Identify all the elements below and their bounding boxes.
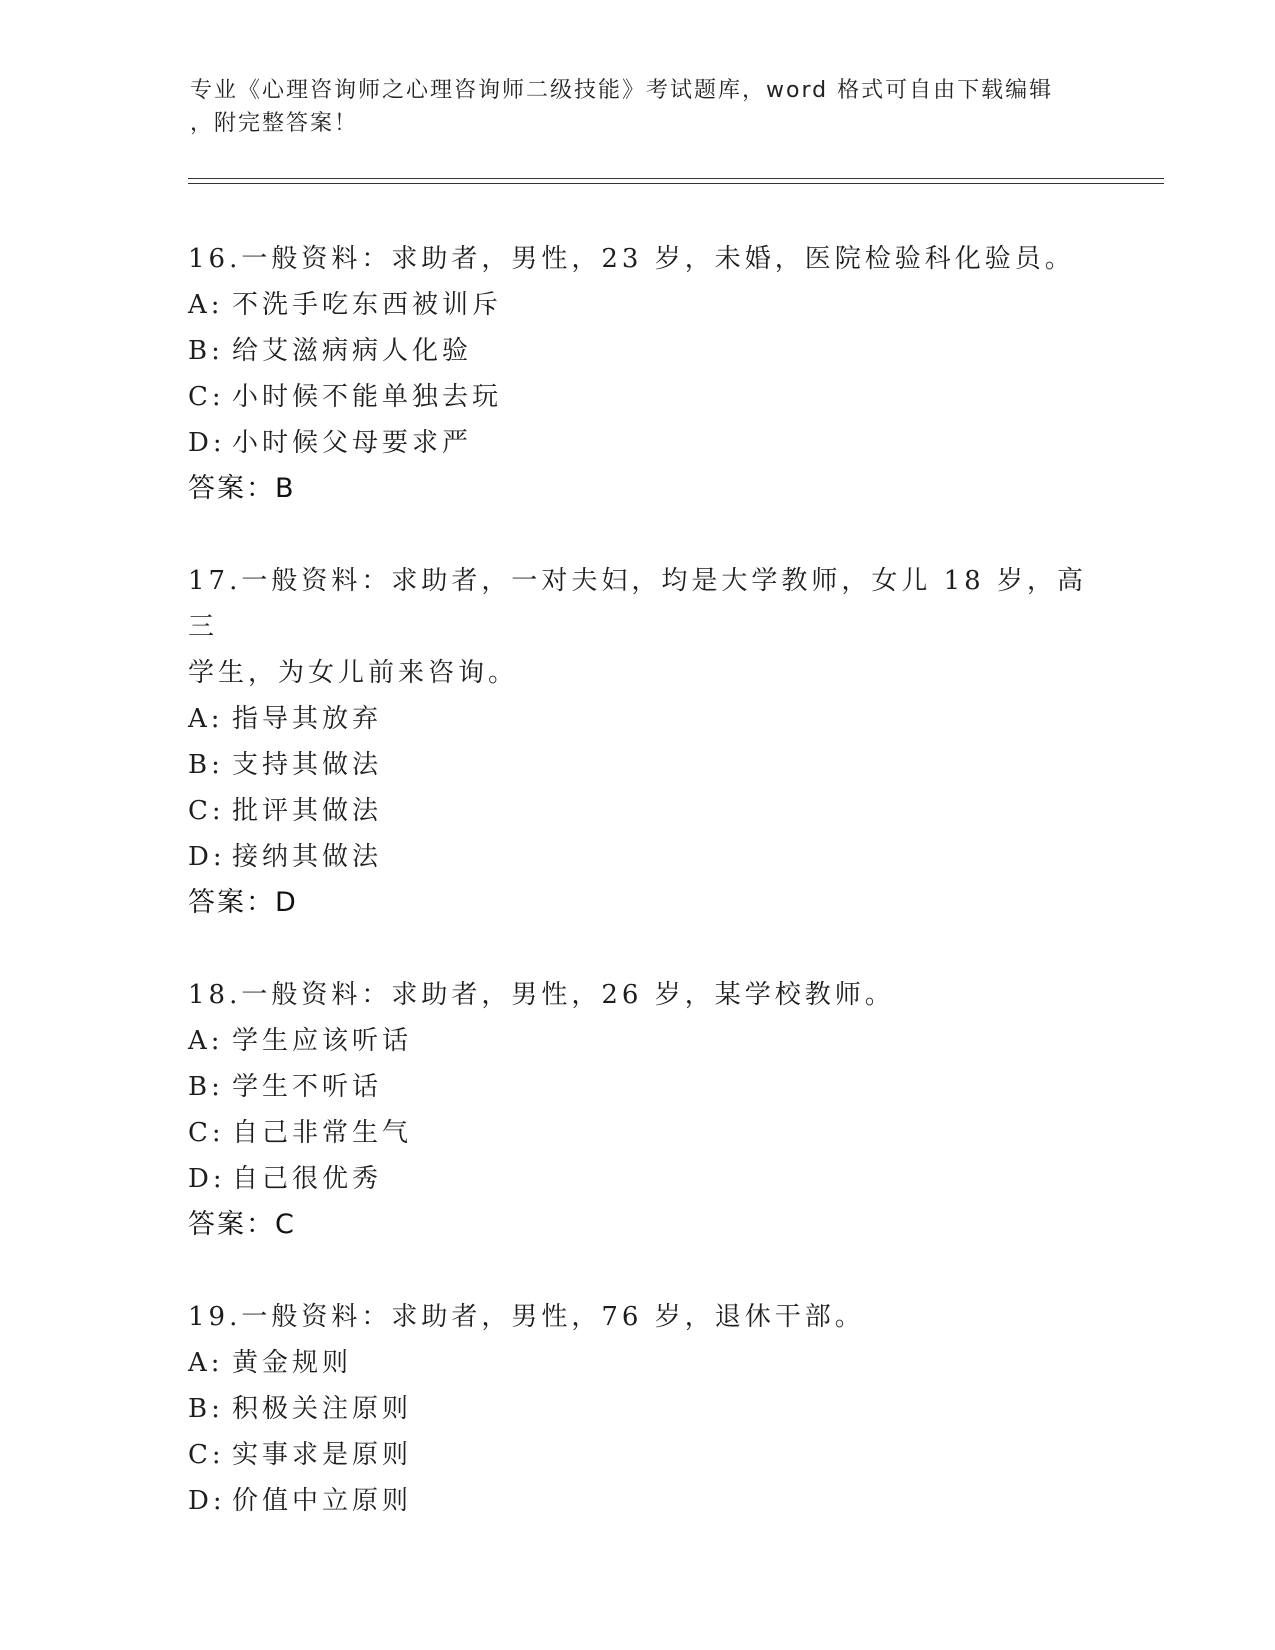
option-b <box>188 1386 1088 1432</box>
answer-line: 答案：B <box>188 473 296 504</box>
option-text: 学生应该听话 <box>232 1026 413 1056</box>
question-17 <box>188 558 1088 926</box>
option-letter: C: <box>188 1118 225 1148</box>
question-18 <box>188 972 1088 1248</box>
option-text: 批评其做法 <box>232 796 383 826</box>
question-stem: 19.一般资料：求助者，男性，76 岁，退休干部。 <box>188 1302 865 1332</box>
option-letter: A: <box>188 1348 224 1378</box>
question-stem-continued: 学生，为女儿前来咨询。 <box>188 658 519 688</box>
option-letter: A: <box>188 290 224 320</box>
option-text: 实事求是原则 <box>232 1440 413 1470</box>
option-text: 给艾滋病病人化验 <box>232 336 473 366</box>
question-stem: 18.一般资料：求助者，男性，26 岁，某学校教师。 <box>188 980 895 1010</box>
option-letter: B: <box>188 1072 224 1102</box>
option-text: 价值中立原则 <box>232 1486 413 1516</box>
option-letter: D: <box>188 428 226 458</box>
option-text: 黄金规则 <box>232 1348 353 1378</box>
document-header <box>190 74 1090 140</box>
question-16 <box>188 236 1088 512</box>
question-stem: 17.一般资料：求助者，一对夫妇，均是大学教师，女儿 18 岁，高三 <box>188 566 1087 642</box>
option-letter: B: <box>188 750 224 780</box>
question-19 <box>188 1294 1088 1524</box>
option-text: 自己非常生气 <box>232 1118 413 1148</box>
option-letter: C: <box>188 1440 225 1470</box>
question-list <box>188 236 1088 1570</box>
option-letter: C: <box>188 796 225 826</box>
option-letter: B: <box>188 336 224 366</box>
header-divider-top <box>188 178 1164 179</box>
header-line-2: ，附完整答案！ <box>190 111 359 136</box>
option-text: 接纳其做法 <box>232 842 383 872</box>
option-a <box>188 696 1088 742</box>
option-d <box>188 1478 1088 1524</box>
option-text: 不洗手吃东西被训斥 <box>232 290 503 320</box>
option-text: 指导其放弃 <box>232 704 383 734</box>
answer-line: 答案：C <box>188 1209 296 1240</box>
option-d <box>188 420 1088 466</box>
option-letter: A: <box>188 1026 224 1056</box>
option-letter: B: <box>188 1394 224 1424</box>
option-c <box>188 1110 1088 1156</box>
option-text: 小时候父母要求严 <box>232 428 473 458</box>
option-letter: D: <box>188 1164 226 1194</box>
option-a <box>188 1018 1088 1064</box>
option-letter: A: <box>188 704 224 734</box>
option-text: 积极关注原则 <box>232 1394 413 1424</box>
option-a <box>188 282 1088 328</box>
header-divider-bottom <box>188 183 1164 184</box>
option-text: 小时候不能单独去玩 <box>232 382 503 412</box>
option-b <box>188 1064 1088 1110</box>
option-b <box>188 328 1088 374</box>
answer-line: 答案：D <box>188 887 298 918</box>
option-text: 支持其做法 <box>232 750 383 780</box>
option-letter: D: <box>188 1486 226 1516</box>
option-letter: D: <box>188 842 226 872</box>
option-letter: C: <box>188 382 225 412</box>
question-stem: 16.一般资料：求助者，男性，23 岁，未婚，医院检验科化验员。 <box>188 244 1075 274</box>
option-c <box>188 1432 1088 1478</box>
option-c <box>188 374 1088 420</box>
option-d <box>188 1156 1088 1202</box>
option-b <box>188 742 1088 788</box>
option-c <box>188 788 1088 834</box>
option-a <box>188 1340 1088 1386</box>
header-line-1: 专业《心理咨询师之心理咨询师二级技能》考试题库，word 格式可自由下载编辑 <box>190 78 1054 103</box>
option-d <box>188 834 1088 880</box>
option-text: 自己很优秀 <box>232 1164 383 1194</box>
option-text: 学生不听话 <box>232 1072 383 1102</box>
